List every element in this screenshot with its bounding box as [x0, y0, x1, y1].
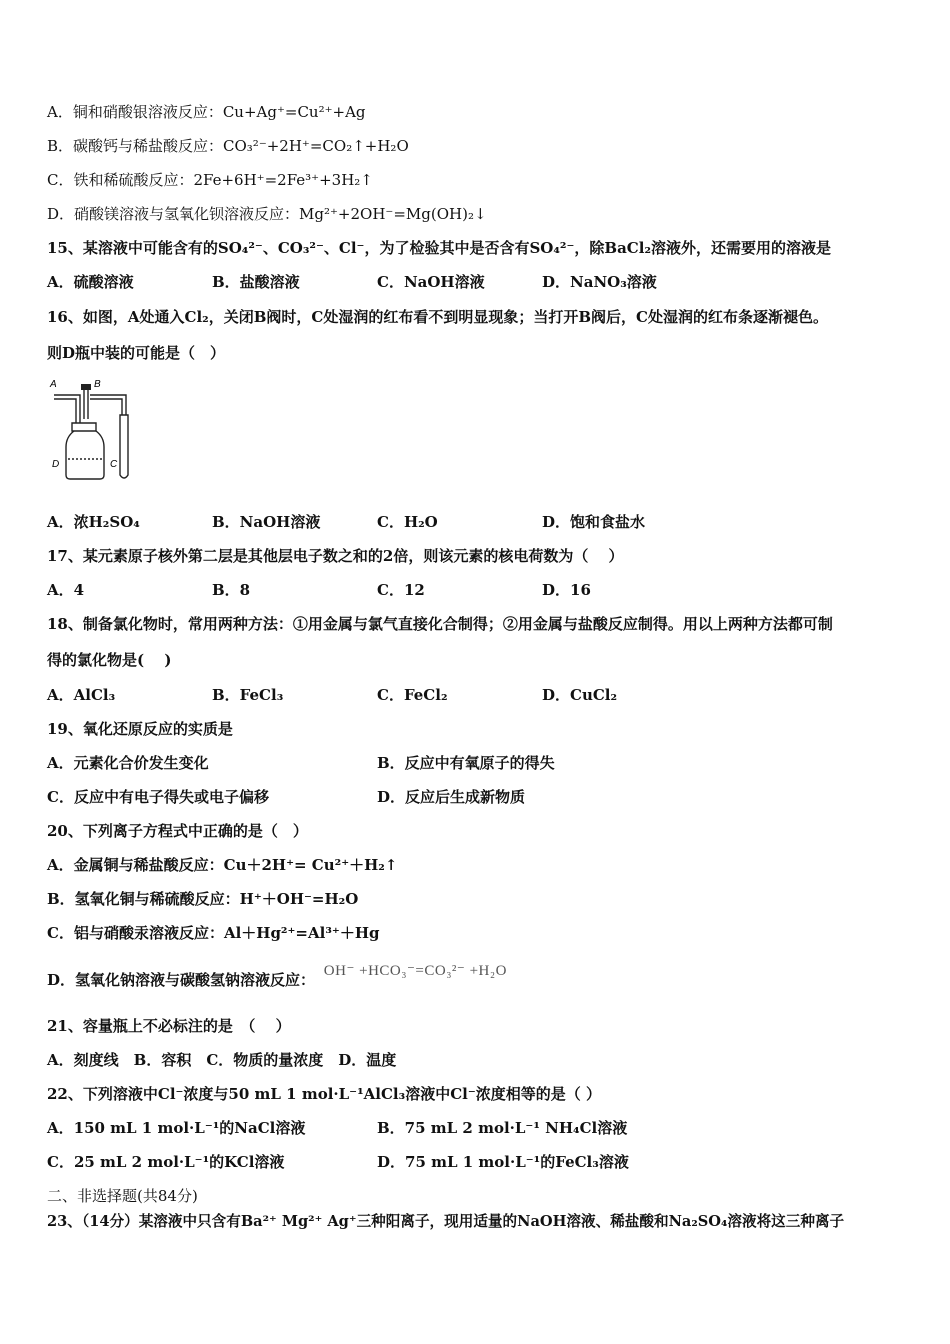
q19-option-a: A．元素化合价发生变化	[47, 754, 209, 772]
q22-option-a: A．150 mL 1 mol·L⁻¹的NaCl溶液	[47, 1119, 306, 1137]
q20-stem: 20、下列离子方程式中正确的是（ ）	[47, 822, 308, 840]
q16-option-d: D．饱和食盐水	[542, 513, 646, 531]
q14-option-c: C．铁和稀硫酸反应：2Fe+6H⁺=2Fe³⁺+3H₂↑	[47, 171, 373, 189]
fig-label-d: D	[52, 459, 60, 470]
q22-stem: 22、下列溶液中Cl⁻浓度与50 mL 1 mol·L⁻¹AlCl₃溶液中Cl⁻浓度相等的是（ ）	[47, 1085, 601, 1103]
q14-option-d: D．硝酸镁溶液与氢氧化钡溶液反应：Mg²⁺+2OH⁻=Mg(OH)₂↓	[47, 205, 487, 223]
q16-option-b: B．NaOH溶液	[212, 513, 321, 531]
q18-stem-line2: 得的氯化物是( )	[47, 651, 172, 669]
gas-bottle-apparatus-figure	[46, 375, 146, 487]
fig-label-b: B	[94, 379, 101, 390]
q22-option-c: C．25 mL 2 mol·L⁻¹的KCl溶液	[47, 1153, 285, 1171]
q15-option-a: A．硫酸溶液	[47, 273, 134, 291]
fig-label-a: A	[50, 379, 57, 390]
q18-option-c: C．FeCl₂	[377, 686, 448, 704]
q16-stem-line2: 则D瓶中装的可能是（ ）	[47, 344, 226, 362]
q15-option-c: C．NaOH溶液	[377, 273, 485, 291]
q18-option-d: D．CuCl₂	[542, 686, 618, 704]
q18-option-b: B．FeCl₃	[212, 686, 284, 704]
q19-stem: 19、氧化还原反应的实质是	[47, 720, 233, 738]
q16-stem-line1: 16、如图，A处通入Cl₂，关闭B阀时，C处湿润的红布看不到明显现象；当打开B阀后，C处湿润的红布条逐渐褪色。	[47, 308, 828, 326]
q15-option-d: D．NaNO₃溶液	[542, 273, 657, 291]
q15-option-b: B．盐酸溶液	[212, 273, 300, 291]
q20-option-d-label: D．氢氧化钠溶液与碳酸氢钠溶液反应：	[47, 971, 316, 989]
q20-option-d	[47, 963, 507, 991]
q19-option-d: D．反应后生成新物质	[377, 788, 526, 806]
q18-stem-line1: 18、制备氯化物时，常用两种方法：①用金属与氯气直接化合制得；②用金属与盐酸反应制得。用以上两种方法都可制	[47, 615, 833, 633]
q19-option-b: B．反应中有氧原子的得失	[377, 754, 555, 772]
q20-option-b: B．氢氧化铜与稀硫酸反应：H⁺＋OH⁻=H₂O	[47, 890, 359, 908]
q23-stem: 23、（14分）某溶液中只含有Ba²⁺ Mg²⁺ Ag⁺三种阳离子，现用适量的NaOH溶液、稀盐酸和Na₂SO₄溶液将这三种离子	[47, 1213, 845, 1230]
q18-option-a: A．AlCl₃	[47, 686, 116, 704]
q20-option-d-equation: OH⁻ +HCO₃⁻=CO₃²⁻ +H₂O	[323, 963, 507, 979]
q14-option-a: A．铜和硝酸银溶液反应：Cu+Ag⁺=Cu²⁺+Ag	[47, 103, 366, 121]
q17-option-d: D．16	[542, 581, 591, 599]
q17-option-c: C．12	[377, 581, 425, 599]
q22-option-b: B．75 mL 2 mol·L⁻¹ NH₄Cl溶液	[377, 1119, 628, 1137]
q17-option-a: A．4	[47, 581, 85, 599]
q21-options: A．刻度线 B．容积 C．物质的量浓度 D．温度	[47, 1051, 397, 1069]
q19-option-c: C．反应中有电子得失或电子偏移	[47, 788, 269, 806]
q22-option-d: D．75 mL 1 mol·L⁻¹的FeCl₃溶液	[377, 1153, 629, 1171]
q14-option-b: B．碳酸钙与稀盐酸反应：CO₃²⁻+2H⁺=CO₂↑+H₂O	[47, 137, 409, 155]
q16-option-c: C．H₂O	[377, 513, 438, 531]
q21-stem: 21、容量瓶上不必标注的是 （ ）	[47, 1017, 291, 1035]
q16-option-a: A．浓H₂SO₄	[47, 513, 140, 531]
fig-label-c: C	[110, 459, 118, 470]
q20-option-c: C．铝与硝酸汞溶液反应：Al＋Hg²⁺=Al³⁺＋Hg	[47, 924, 380, 942]
section-heading: 二、非选择题(共84分)	[47, 1187, 198, 1205]
q15-stem: 15、某溶液中可能含有的SO₄²⁻、CO₃²⁻、Cl⁻，为了检验其中是否含有SO₄²⁻，除BaCl₂溶液外，还需要用的溶液是	[47, 239, 832, 257]
q17-option-b: B．8	[212, 581, 251, 599]
q20-option-a: A．金属铜与稀盐酸反应：Cu＋2H⁺= Cu²⁺＋H₂↑	[47, 856, 398, 874]
q17-stem: 17、某元素原子核外第二层是其他层电子数之和的2倍，则该元素的核电荷数为（ ）	[47, 547, 624, 565]
